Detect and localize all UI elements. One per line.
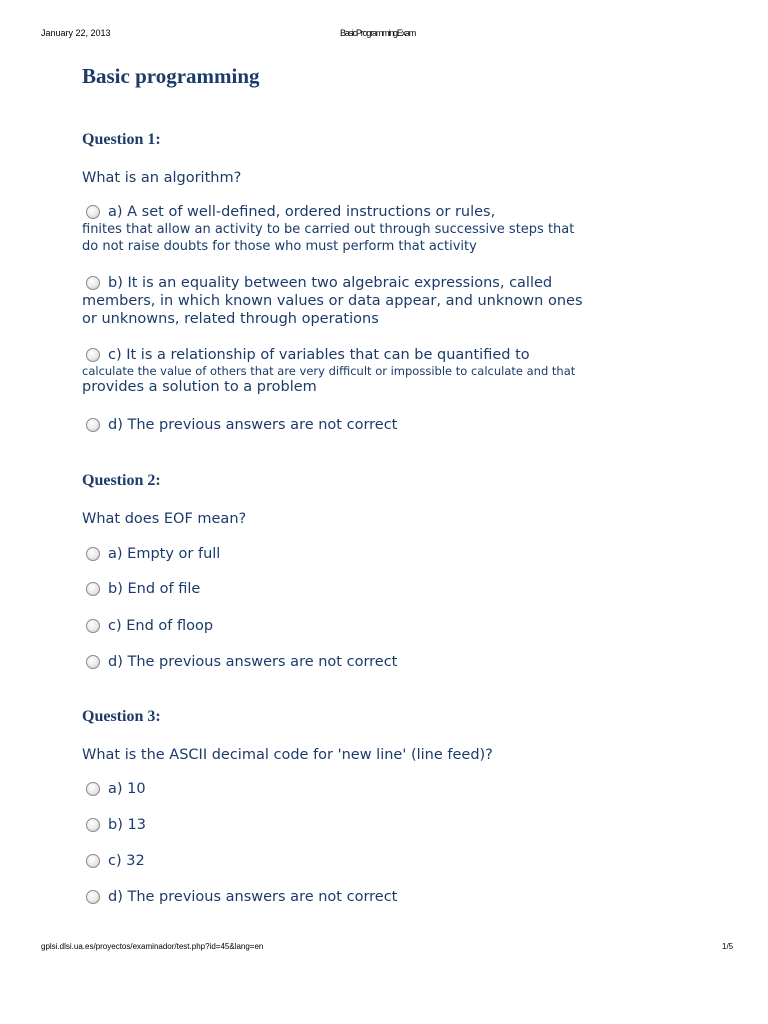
print-page-number: 1/5 bbox=[722, 942, 734, 951]
question-heading: Question 1: bbox=[82, 131, 161, 148]
page-title: Basic programming bbox=[82, 64, 260, 88]
option-label: b) It is an equality between two algebraic expressions, called bbox=[108, 275, 553, 291]
radio-button[interactable] bbox=[86, 818, 100, 832]
question-heading: Question 3: bbox=[82, 708, 161, 725]
option-label-continued: do not raise doubts for those who must perform that activity bbox=[82, 239, 477, 254]
option-d[interactable] bbox=[82, 653, 642, 671]
option-label: d) The previous answers are not correct bbox=[108, 889, 398, 905]
option-c[interactable] bbox=[82, 346, 642, 396]
radio-button[interactable] bbox=[86, 418, 100, 432]
option-b[interactable] bbox=[82, 816, 642, 834]
question-text: What is the ASCII decimal code for 'new line' (line feed)? bbox=[82, 747, 493, 763]
print-date: January 22, 2013 bbox=[41, 28, 111, 38]
option-label: d) The previous answers are not correct bbox=[108, 417, 398, 433]
option-label-continued: members, in which known values or data appear, and unknown ones bbox=[82, 293, 583, 309]
option-label-continued: finites that allow an activity to be carried out through successive steps that bbox=[82, 222, 575, 237]
option-a[interactable] bbox=[82, 203, 642, 255]
option-label-continued: or unknowns, related through operations bbox=[82, 311, 379, 327]
option-label: a) Empty or full bbox=[108, 546, 221, 562]
option-b[interactable] bbox=[82, 580, 642, 598]
option-c[interactable] bbox=[82, 617, 642, 635]
radio-button[interactable] bbox=[86, 547, 100, 561]
option-label: c) 32 bbox=[108, 853, 145, 869]
option-label: b) 13 bbox=[108, 817, 146, 833]
option-label: c) It is a relationship of variables that can be quantified to bbox=[108, 347, 530, 363]
print-doc-title: BasicProgrammingExam bbox=[340, 28, 416, 38]
option-label: d) The previous answers are not correct bbox=[108, 654, 398, 670]
radio-button[interactable] bbox=[86, 782, 100, 796]
radio-button[interactable] bbox=[86, 854, 100, 868]
option-b[interactable] bbox=[82, 274, 642, 328]
radio-button[interactable] bbox=[86, 348, 100, 362]
radio-button[interactable] bbox=[86, 619, 100, 633]
option-d[interactable] bbox=[82, 416, 642, 434]
option-label: a) A set of well-defined, ordered instructions or rules, bbox=[108, 204, 496, 220]
option-label: b) End of file bbox=[108, 581, 201, 597]
option-a[interactable] bbox=[82, 780, 642, 798]
radio-button[interactable] bbox=[86, 890, 100, 904]
radio-button[interactable] bbox=[86, 205, 100, 219]
radio-button[interactable] bbox=[86, 582, 100, 596]
option-a[interactable] bbox=[82, 545, 642, 563]
question-text: What does EOF mean? bbox=[82, 511, 247, 527]
option-label-continued: provides a solution to a problem bbox=[82, 379, 317, 395]
option-c[interactable] bbox=[82, 852, 642, 870]
option-label: a) 10 bbox=[108, 781, 146, 797]
radio-button[interactable] bbox=[86, 276, 100, 290]
option-d[interactable] bbox=[82, 888, 642, 906]
option-label: c) End of floop bbox=[108, 618, 214, 634]
option-label-continued: calculate the value of others that are very difficult or impossible to calculate and that bbox=[82, 364, 576, 378]
question-heading: Question 2: bbox=[82, 472, 161, 489]
question-text: What is an algorithm? bbox=[82, 170, 242, 186]
print-url: gplsi.dlsi.ua.es/proyectos/examinador/test.php?id=45&lang=en bbox=[41, 942, 264, 951]
radio-button[interactable] bbox=[86, 655, 100, 669]
